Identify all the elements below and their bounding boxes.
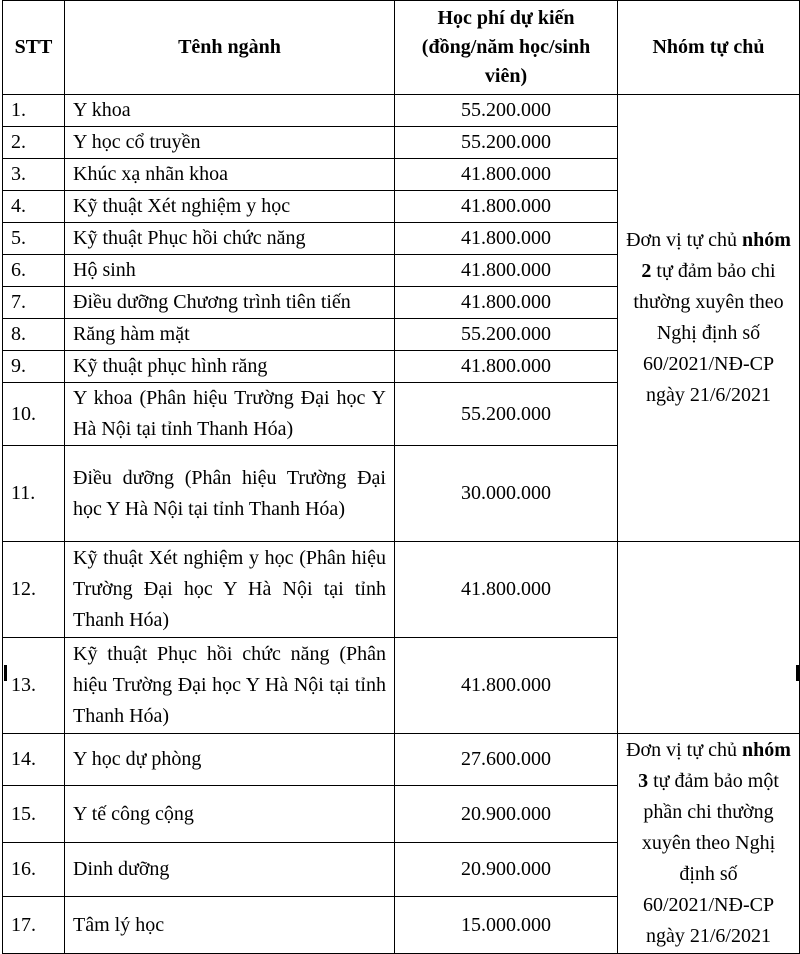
row-stt: 8. [3, 319, 65, 351]
row-name: Tâm lý học [65, 897, 395, 954]
row-fee: 20.900.000 [395, 786, 618, 843]
row-stt: 3. [3, 159, 65, 191]
table-row [3, 95, 800, 127]
row-name: Kỹ thuật phục hình răng [65, 351, 395, 383]
group-2-suffix: tự đảm bảo chi thường xuyên theo Nghị định số 60/2021/NĐ-CP ngày 21/6/2021 [633, 260, 784, 406]
row-fee: 41.800.000 [395, 223, 618, 255]
row-fee: 20.900.000 [395, 843, 618, 897]
row-fee: 55.200.000 [395, 383, 618, 446]
group-3-suffix: tự đảm bảo một phần chi thường xuyên theo Nghị định số 60/2021/NĐ-CP ngày 21/6/2021 [641, 770, 779, 947]
right-edge-mark [796, 665, 799, 681]
row-stt: 17. [3, 897, 65, 954]
header-fee-line2: (đồng/năm học/sinh [421, 36, 591, 58]
row-stt: 13. [3, 638, 65, 734]
left-edge-mark [4, 665, 7, 681]
row-fee: 55.200.000 [395, 127, 618, 159]
row-stt: 14. [3, 734, 65, 786]
row-stt: 1. [3, 95, 65, 127]
empty-group-cell [618, 542, 800, 734]
row-fee: 27.600.000 [395, 734, 618, 786]
group-2-bold: nhóm 2 [641, 229, 791, 282]
table-row [3, 542, 800, 638]
group-3-cell [618, 734, 800, 954]
row-name: Răng hàm mặt [65, 319, 395, 351]
row-name: Điều dưỡng Chương trình tiên tiến [65, 287, 395, 319]
group-2-prefix: Đơn vị tự chủ [626, 229, 737, 251]
header-name: Tênh ngành [65, 1, 395, 95]
row-fee: 41.800.000 [395, 287, 618, 319]
header-fee-line1: Học phí dự kiến [437, 7, 575, 29]
header-group: Nhóm tự chủ [618, 1, 800, 95]
row-name: Kỹ thuật Xét nghiệm y học (Phân hiệu Trường Đại học Y Hà Nội tại tỉnh Thanh Hóa) [65, 542, 395, 638]
row-stt: 15. [3, 786, 65, 843]
row-fee: 55.200.000 [395, 95, 618, 127]
row-stt: 7. [3, 287, 65, 319]
row-name: Kỹ thuật Phục hồi chức năng (Phân hiệu Trường Đại học Y Hà Nội tại tỉnh Thanh Hóa) [65, 638, 395, 734]
row-stt: 12. [3, 542, 65, 638]
row-name: Điều dưỡng (Phân hiệu Trường Đại học Y Hà Nội tại tỉnh Thanh Hóa) [65, 446, 395, 542]
group-3-prefix: Đơn vị tự chủ [626, 739, 737, 761]
row-fee: 55.200.000 [395, 319, 618, 351]
row-fee: 41.800.000 [395, 255, 618, 287]
row-name: Y khoa [65, 95, 395, 127]
row-name: Dinh dưỡng [65, 843, 395, 897]
row-name: Khúc xạ nhãn khoa [65, 159, 395, 191]
group-3-bold: nhóm 3 [638, 739, 791, 792]
row-name: Kỹ thuật Xét nghiệm y học [65, 191, 395, 223]
row-stt: 6. [3, 255, 65, 287]
row-stt: 10. [3, 383, 65, 446]
row-name: Y tế công cộng [65, 786, 395, 843]
header-fee [395, 1, 618, 95]
row-name: Y học cổ truyền [65, 127, 395, 159]
row-fee: 30.000.000 [395, 446, 618, 542]
row-fee: 41.800.000 [395, 542, 618, 638]
header-fee-line3: viên) [484, 65, 528, 87]
header-row [3, 1, 800, 95]
row-stt: 4. [3, 191, 65, 223]
table-row [3, 734, 800, 786]
row-fee: 41.800.000 [395, 638, 618, 734]
row-name: Kỹ thuật Phục hồi chức năng [65, 223, 395, 255]
tuition-fee-table [2, 0, 800, 954]
row-stt: 9. [3, 351, 65, 383]
row-fee: 41.800.000 [395, 351, 618, 383]
row-fee: 41.800.000 [395, 191, 618, 223]
row-name: Y học dự phòng [65, 734, 395, 786]
row-name: Y khoa (Phân hiệu Trường Đại học Y Hà Nội tại tỉnh Thanh Hóa) [65, 383, 395, 446]
header-stt: STT [3, 1, 65, 95]
row-name: Hộ sinh [65, 255, 395, 287]
row-fee: 41.800.000 [395, 159, 618, 191]
group-2-cell [618, 95, 800, 542]
row-stt: 11. [3, 446, 65, 542]
row-stt: 5. [3, 223, 65, 255]
row-stt: 16. [3, 843, 65, 897]
row-stt: 2. [3, 127, 65, 159]
row-fee: 15.000.000 [395, 897, 618, 954]
